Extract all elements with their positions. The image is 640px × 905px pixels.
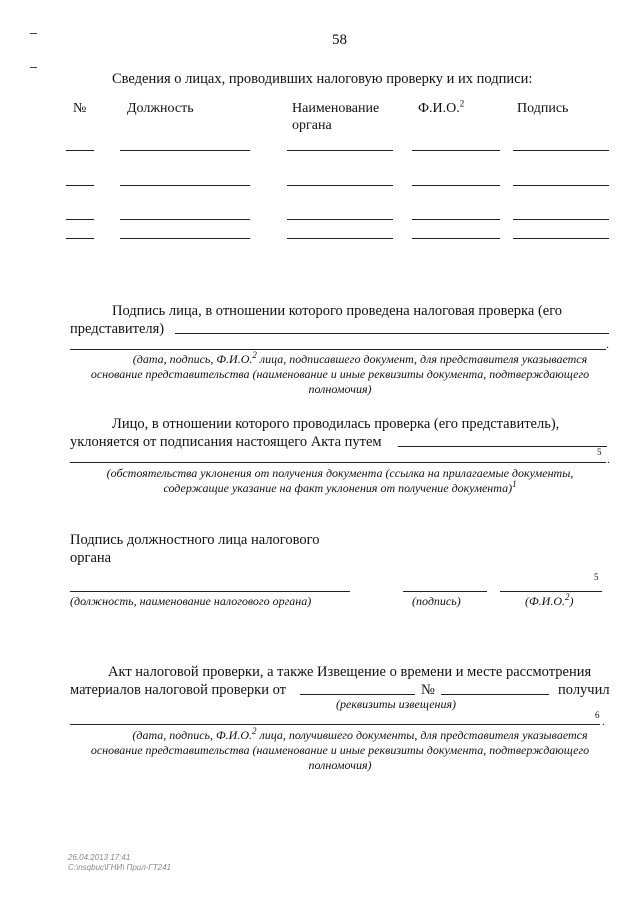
header-fio: Ф.И.О.$^2$ <box>418 98 465 116</box>
received-note: (дата, подпись, Ф.И.О.$^2$ лица, получившего документы, для представителя указывается основание представительства (наименование и иные реквизиты документа, подтверждающего полномочия) <box>90 726 590 772</box>
page-number: 58 <box>332 32 347 48</box>
received-line1: Акт налоговой проверки, а также Извещение о времени и месте рассмотрения <box>108 664 592 680</box>
footnote-mark: 5 <box>594 572 599 582</box>
scan-mark <box>30 33 37 34</box>
taxpayer-signature-note: (дата, подпись, Ф.И.О.$^2$ лица, подписавшего документ, для представителя указывается основание представительства (наименование и иные реквизиты документа, подтверждающего полномочия) <box>90 350 590 396</box>
official-signature-field <box>403 591 487 592</box>
refusal-note: (обстоятельства уклонения от получения документа (ссылка на прилагаемые документы, содержащие указание на факт уклонения от получение документа)$^1$ <box>106 466 574 495</box>
header-organ: Наименование органа <box>292 101 380 133</box>
official-signature-line2: органа <box>70 550 112 566</box>
dot-mark: . <box>607 452 610 466</box>
taxpayer-signature-field <box>175 333 609 334</box>
refusal-line1: Лицо, в отношении которого проводилась проверка (его представитель), <box>112 416 560 432</box>
label-fio: (Ф.И.О.$^2$) <box>525 592 574 608</box>
received-line2-end: получил <box>558 682 610 698</box>
refusal-field <box>398 446 607 447</box>
label-position: (должность, наименование налогового органа) <box>70 594 312 608</box>
refusal-line2: уклоняется от подписания настоящего Акта путем <box>70 434 382 450</box>
header-signature: Подпись <box>517 101 569 116</box>
scan-mark <box>30 67 37 68</box>
dot-mark: . <box>602 714 605 728</box>
dot-mark: . <box>606 337 609 351</box>
taxpayer-signature-line2: представителя) <box>70 321 165 337</box>
taxpayer-signature-line1: Подпись лица, в отношении которого проведена налоговая проверка (его <box>112 303 563 319</box>
received-date-field <box>300 694 415 695</box>
received-number-field <box>441 694 549 695</box>
footnote-mark: 6 <box>595 710 600 720</box>
section-title: Сведения о лицах, проводивших налоговую проверку и их подписи: <box>112 71 533 87</box>
footer-stamp: 26.04.2013 17:41 С:\nsqbuc\ГНИ\ Прил-ГТ241 <box>68 853 171 872</box>
official-signature-line1: Подпись должностного лица налогового <box>70 532 320 548</box>
received-signature-field <box>70 724 600 725</box>
official-fio-field <box>500 591 602 592</box>
label-signature: (подпись) <box>412 594 461 608</box>
label-notice-details: (реквизиты извещения) <box>336 697 457 711</box>
footnote-mark: 5 <box>597 447 602 457</box>
header-number: № <box>73 101 87 116</box>
header-position: Должность <box>127 101 194 116</box>
official-position-field <box>70 591 350 592</box>
received-number-sign: № <box>421 682 435 698</box>
taxpayer-signature-field <box>70 349 606 350</box>
received-line2-start: материалов налоговой проверки от <box>70 682 286 698</box>
refusal-field <box>70 462 606 463</box>
